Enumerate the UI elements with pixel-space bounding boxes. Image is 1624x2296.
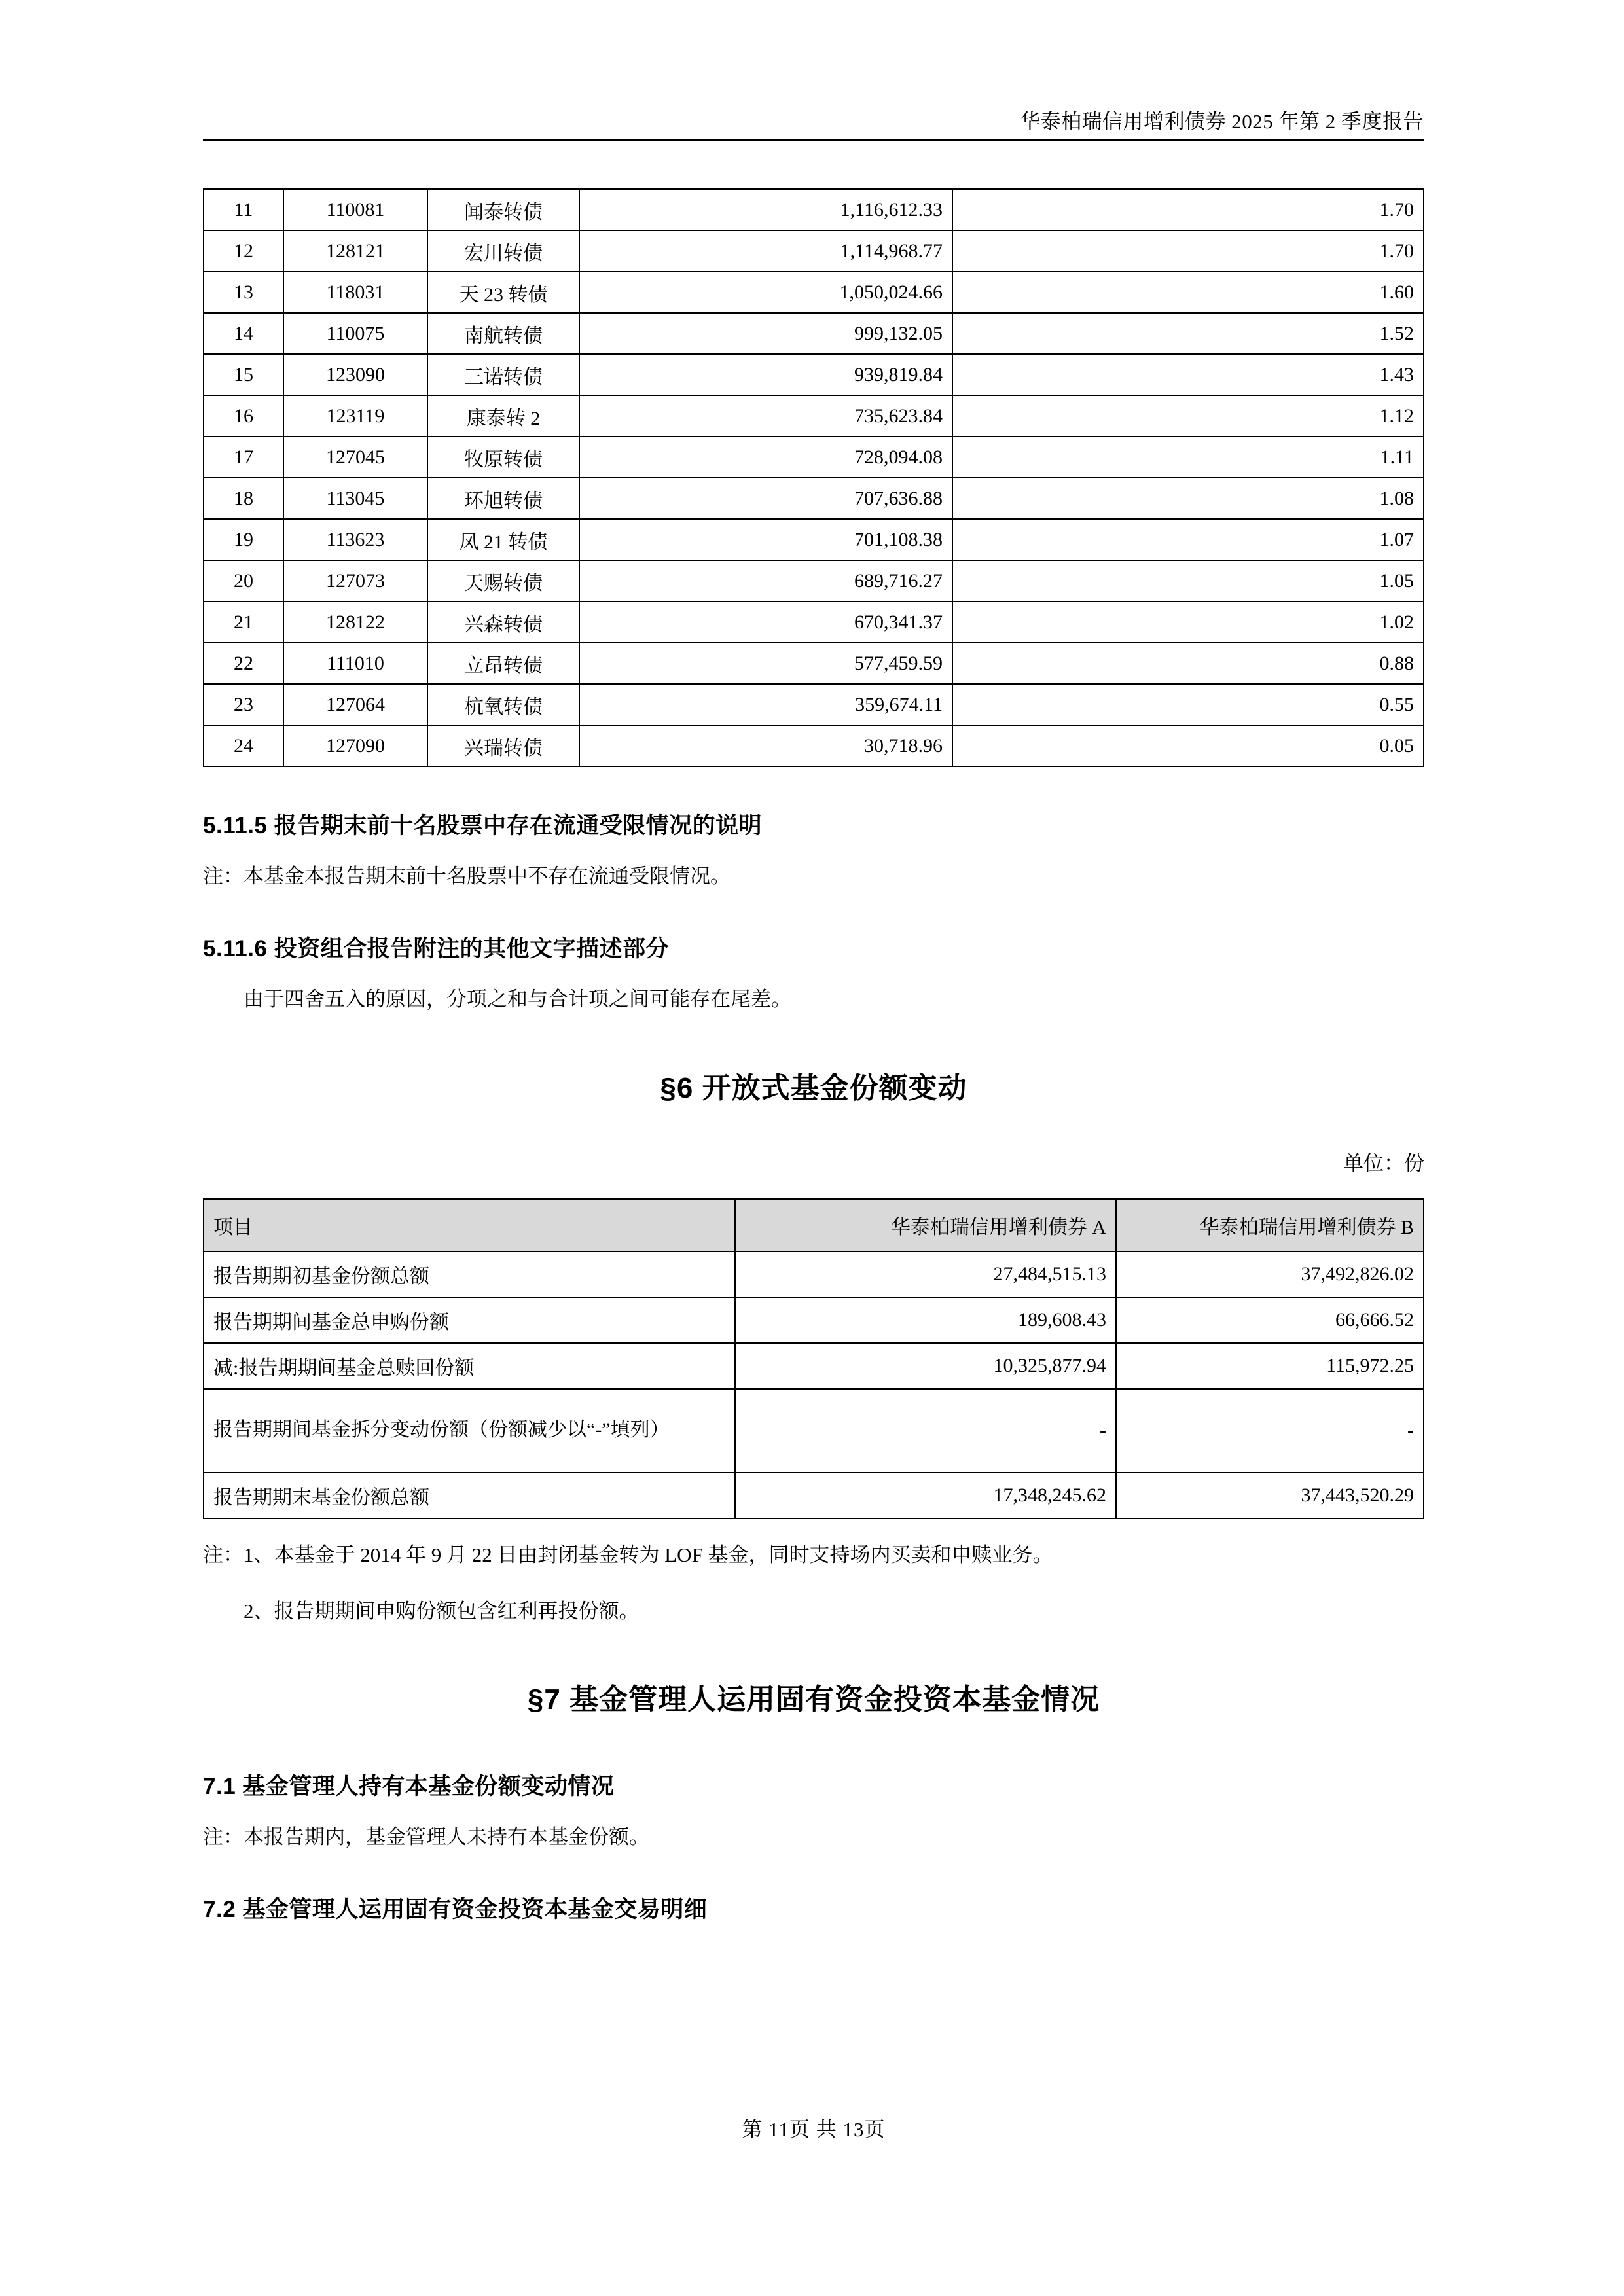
cell-item: 报告期期间基金总申购份额 xyxy=(204,1297,735,1343)
header-rule xyxy=(203,139,1424,141)
cell-index: 11 xyxy=(204,189,283,230)
table-row xyxy=(204,189,1424,230)
holdings-table-body xyxy=(204,189,1424,766)
cell-code: 111010 xyxy=(283,643,427,684)
cell-name: 杭氧转债 xyxy=(427,684,579,725)
spacer xyxy=(203,963,1424,986)
cell-code: 110075 xyxy=(283,313,427,354)
cell-value-a: 17,348,245.62 xyxy=(735,1473,1116,1518)
cell-amount: 939,819.84 xyxy=(579,354,952,395)
cell-pct: 1.08 xyxy=(952,478,1424,519)
cell-pct: 1.60 xyxy=(952,272,1424,313)
spacer xyxy=(203,1717,1424,1768)
running-header: 华泰柏瑞信用增利债券 2025 年第 2 季度报告 xyxy=(1020,110,1424,133)
share-change-table-body xyxy=(204,1199,1424,1518)
cell-name: 牧原转债 xyxy=(427,437,579,478)
cell-item: 减:报告期期间基金总赎回份额 xyxy=(204,1343,735,1389)
table-row xyxy=(204,1297,1424,1343)
cell-name: 兴森转债 xyxy=(427,601,579,643)
cell-code: 127073 xyxy=(283,560,427,601)
cell-pct: 1.05 xyxy=(952,560,1424,601)
cell-index: 17 xyxy=(204,437,283,478)
cell-amount: 577,459.59 xyxy=(579,643,952,684)
cell-code: 128122 xyxy=(283,601,427,643)
cell-value-b: 37,443,520.29 xyxy=(1116,1473,1424,1518)
cell-value-a: - xyxy=(735,1389,1116,1473)
cell-pct: 1.70 xyxy=(952,230,1424,272)
table-row xyxy=(204,272,1424,313)
cell-name: 宏川转债 xyxy=(427,230,579,272)
page-footer: 第 11页 共 13页 xyxy=(742,2118,886,2141)
cell-amount: 1,050,024.66 xyxy=(579,272,952,313)
cell-index: 13 xyxy=(204,272,283,313)
table-row xyxy=(204,354,1424,395)
cell-pct: 0.88 xyxy=(952,643,1424,684)
cell-amount: 728,094.08 xyxy=(579,437,952,478)
cell-item: 报告期期初基金份额总额 xyxy=(204,1251,735,1297)
share-change-table xyxy=(203,1198,1424,1519)
cell-amount: 707,636.88 xyxy=(579,478,952,519)
cell-value-b: 37,492,826.02 xyxy=(1116,1251,1424,1297)
cell-amount: 689,716.27 xyxy=(579,560,952,601)
heading-section-6: §6 开放式基金份额变动 xyxy=(660,1071,967,1104)
table-row xyxy=(204,643,1424,684)
table-row xyxy=(204,725,1424,766)
cell-name: 环旭转债 xyxy=(427,478,579,519)
cell-code: 123090 xyxy=(283,354,427,395)
heading-7-2: 7.2 基金管理人运用固有资金投资本基金交易明细 xyxy=(203,1897,708,1923)
cell-index: 23 xyxy=(204,684,283,725)
spacer xyxy=(203,1176,1424,1198)
cell-name: 立昂转债 xyxy=(427,643,579,684)
spacer xyxy=(203,840,1424,863)
header-class-b: 华泰柏瑞信用增利债券 B xyxy=(1116,1199,1424,1251)
spacer xyxy=(203,767,1424,808)
cell-code: 113623 xyxy=(283,519,427,560)
table-row xyxy=(204,684,1424,725)
spacer xyxy=(203,890,1424,931)
table-row xyxy=(204,1343,1424,1389)
note-5-11-5: 注：本基金本报告期末前十名股票中不存在流通受限情况。 xyxy=(203,865,731,888)
cell-index: 12 xyxy=(204,230,283,272)
cell-pct: 1.52 xyxy=(952,313,1424,354)
table-header-row xyxy=(204,1199,1424,1251)
spacer xyxy=(203,1569,1424,1598)
header-class-a: 华泰柏瑞信用增利债券 A xyxy=(735,1199,1116,1251)
cell-pct: 1.07 xyxy=(952,519,1424,560)
table-row xyxy=(204,1473,1424,1518)
cell-code: 118031 xyxy=(283,272,427,313)
cell-amount: 30,718.96 xyxy=(579,725,952,766)
spacer xyxy=(203,1106,1424,1147)
table-row xyxy=(204,519,1424,560)
cell-value-b: 115,972.25 xyxy=(1116,1343,1424,1389)
table-row xyxy=(204,313,1424,354)
holdings-table xyxy=(203,188,1424,767)
cell-index: 16 xyxy=(204,395,283,437)
cell-index: 22 xyxy=(204,643,283,684)
cell-name: 兴瑞转债 xyxy=(427,725,579,766)
cell-amount: 999,132.05 xyxy=(579,313,952,354)
cell-name: 南航转债 xyxy=(427,313,579,354)
table-row xyxy=(204,560,1424,601)
cell-pct: 1.70 xyxy=(952,189,1424,230)
cell-index: 21 xyxy=(204,601,283,643)
cell-pct: 1.43 xyxy=(952,354,1424,395)
table-row xyxy=(204,395,1424,437)
spacer xyxy=(203,1624,1424,1676)
cell-index: 18 xyxy=(204,478,283,519)
table-row xyxy=(204,601,1424,643)
table-row xyxy=(204,230,1424,272)
cell-code: 123119 xyxy=(283,395,427,437)
cell-amount: 1,114,968.77 xyxy=(579,230,952,272)
cell-pct: 1.02 xyxy=(952,601,1424,643)
note-7-1: 注：本报告期内，基金管理人未持有本基金份额。 xyxy=(203,1825,649,1849)
heading-5-11-6: 5.11.6 投资组合报告附注的其他文字描述部分 xyxy=(203,935,670,961)
cell-name: 天赐转债 xyxy=(427,560,579,601)
cell-name: 天 23 转债 xyxy=(427,272,579,313)
heading-5-11-5: 5.11.5 报告期末前十名股票中存在流通受限情况的说明 xyxy=(203,813,763,838)
cell-code: 127064 xyxy=(283,684,427,725)
cell-item: 报告期期末基金份额总额 xyxy=(204,1473,735,1518)
cell-name: 康泰转 2 xyxy=(427,395,579,437)
cell-amount: 701,108.38 xyxy=(579,519,952,560)
cell-code: 127045 xyxy=(283,437,427,478)
cell-index: 24 xyxy=(204,725,283,766)
table-row xyxy=(204,437,1424,478)
table-row xyxy=(204,478,1424,519)
cell-value-a: 10,325,877.94 xyxy=(735,1343,1116,1389)
cell-amount: 670,341.37 xyxy=(579,601,952,643)
cell-amount: 735,623.84 xyxy=(579,395,952,437)
cell-value-a: 189,608.43 xyxy=(735,1297,1116,1343)
cell-name: 凤 21 转债 xyxy=(427,519,579,560)
cell-code: 113045 xyxy=(283,478,427,519)
spacer xyxy=(203,1801,1424,1823)
note-section-6-1: 注：1、本基金于 2014 年 9 月 22 日由封闭基金转为 LOF 基金，同时支持场内买卖和申赎业务。 xyxy=(203,1543,1053,1566)
cell-index: 19 xyxy=(204,519,283,560)
cell-code: 110081 xyxy=(283,189,427,230)
heading-section-7: §7 基金管理人运用固有资金投资本基金情况 xyxy=(527,1683,1100,1716)
spacer xyxy=(203,1851,1424,1892)
unit-label: 单位：份 xyxy=(1343,1151,1424,1175)
table-row xyxy=(204,1389,1424,1473)
spacer xyxy=(203,1519,1424,1541)
heading-7-1: 7.1 基金管理人持有本基金份额变动情况 xyxy=(203,1774,615,1800)
cell-code: 127090 xyxy=(283,725,427,766)
header-item: 项目 xyxy=(204,1199,735,1251)
cell-pct: 1.11 xyxy=(952,437,1424,478)
cell-amount: 359,674.11 xyxy=(579,684,952,725)
cell-value-b: - xyxy=(1116,1389,1424,1473)
page-content xyxy=(203,188,1424,1924)
note-5-11-6: 由于四舍五入的原因，分项之和与合计项之间可能存在尾差。 xyxy=(244,987,791,1011)
cell-index: 20 xyxy=(204,560,283,601)
table-row xyxy=(204,1251,1424,1297)
cell-item-text: 报告期期间基金拆分变动份额（份额减少以“-”填列） xyxy=(213,1419,670,1441)
cell-pct: 1.12 xyxy=(952,395,1424,437)
cell-value-b: 66,666.52 xyxy=(1116,1297,1424,1343)
cell-pct: 0.55 xyxy=(952,684,1424,725)
cell-name: 三诺转债 xyxy=(427,354,579,395)
cell-value-a: 27,484,515.13 xyxy=(735,1251,1116,1297)
note-section-6-2: 2、报告期期间申购份额包含红利再投份额。 xyxy=(244,1599,640,1623)
cell-amount: 1,116,612.33 xyxy=(579,189,952,230)
cell-pct: 0.05 xyxy=(952,725,1424,766)
cell-code: 128121 xyxy=(283,230,427,272)
cell-index: 14 xyxy=(204,313,283,354)
cell-index: 15 xyxy=(204,354,283,395)
cell-item xyxy=(204,1389,735,1473)
cell-name: 闻泰转债 xyxy=(427,189,579,230)
spacer xyxy=(203,1013,1424,1064)
